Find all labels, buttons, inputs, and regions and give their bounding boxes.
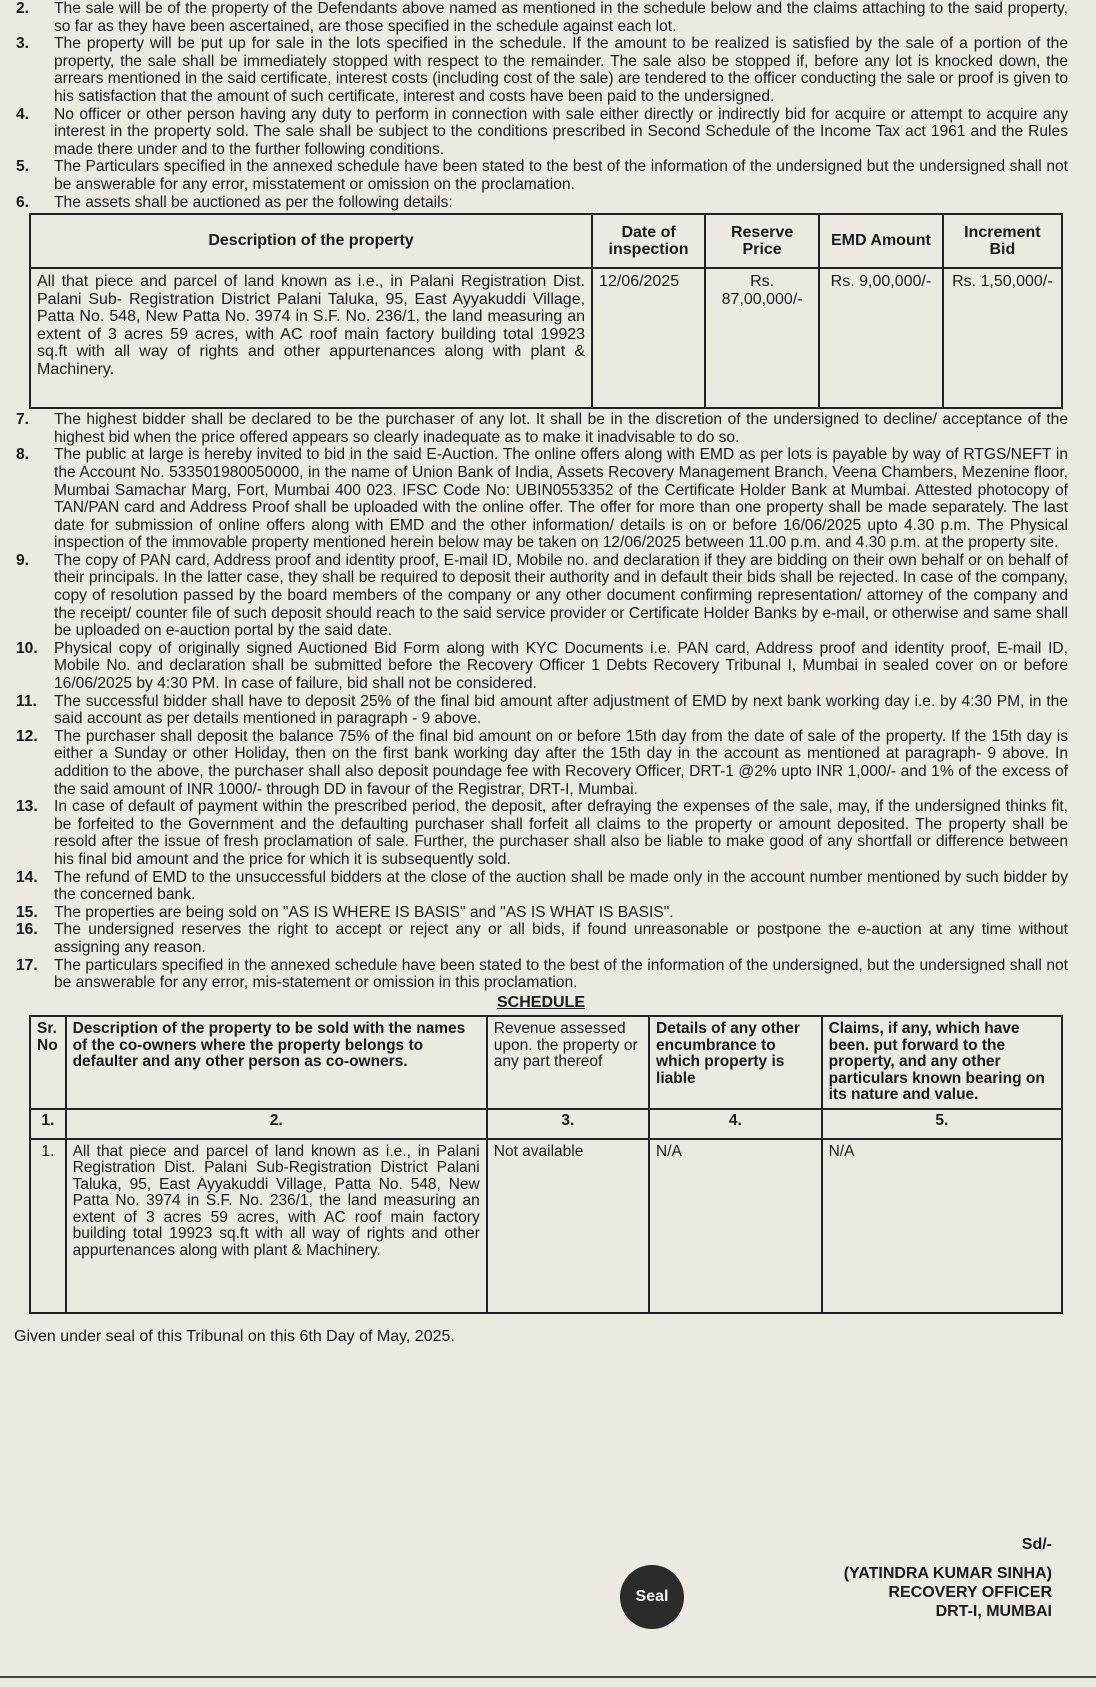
- schedule-description: All that piece and parcel of land known as i.e., in Palani Registration Dist. Palani Sub-Registration District Palani Taluka, 95, East Ayyakuddi Village, Patta No. 548, New Patta No. 3974 in S.F. No. 236/1, the land measuring an extent of 3 acres 59 acres, with AC roof main factory building total 19923 sq.ft with all way of rights and other appurtenances along with plant & Machinery.: [66, 1139, 487, 1313]
- clause-14: 14. The refund of EMD to the unsuccessful bidders at the close of the auction shall be made only in the account number mentioned by such bidder by the concerned bank.: [16, 868, 1068, 904]
- schedule-table: [29, 1015, 1063, 1314]
- schedule-header-row: [30, 1016, 1062, 1109]
- clause-4: 4. No officer or other person having any duty to perform in connection with sale either directly or indirectly bid for acquire or attempt to acquire any interest in the property sold. The sale shall be subject to the conditions prescribed in Second Schedule of the Income Tax act 1961 and the Rules made there under and to the further following conditions.: [16, 105, 1068, 158]
- clause-3: 3. The property will be put up for sale in the lots specified in the schedule. If the amount to be realized is satisfied by the sale of a portion of the property, the sale shall be immediately stopped with respect to the remainder. The sale also be stopped if, before any lot is knocked down, the arrears mentioned in the said certificate, interest costs (including cost of the sale) are tendered to the officer conducting the sale or proof is given to his satisfaction that the amount of such certificate, interest and costs have been paid to the undersigned.: [16, 35, 1068, 105]
- schedule-index-row: [30, 1109, 1062, 1139]
- header-reserve-price: Reserve Price: [705, 214, 819, 268]
- header-description: Description of the property: [30, 214, 592, 268]
- property-description: All that piece and parcel of land known as i.e., in Palani Registration Dist. Palani Sub- Registration District Palani Taluka, 95, East Ayyakuddi Village, Patta No. 548, New Patta No. 3974 in S.F. No. 236/1, the land measuring an extent of 3 acres 59 acres, with AC roof main factory building total 19923 sq.ft with all way of rights and other appurtenances along with plant & Machinery.: [30, 268, 592, 408]
- auction-header-row: [30, 214, 1062, 268]
- increment-bid: Rs. 1,50,000/-: [943, 268, 1062, 408]
- schedule-title: SCHEDULE: [496, 993, 585, 1011]
- schedule-encumbrance: N/A: [649, 1139, 822, 1313]
- auction-data-row: [30, 268, 1062, 408]
- clause-9: 9. The copy of PAN card, Address proof and identity proof, E-mail ID, Mobile no. and declaration if they are bidding on their own behalf or on behalf of their principals. In the latter case, they shall be required to deposit their authority and in default their bids shall be rejected. In case of the company, copy of resolution passed by the board members of the company or any other document confirming representation/ attorney of the company and the receipt/ counter file of such deposit should reach to the said service provider or Certificate Holder Banks by e-mail, or otherwise and same shall be uploaded on e-auction portal by the said date.: [16, 551, 1068, 640]
- clause-7: 7. The highest bidder shall be declared to be the purchaser of any lot. It shall be in the discretion of the undersigned to decline/ acceptance of the highest bid when the price offered appears so clearly inadequate as to make it inadvisable to do so.: [16, 411, 1068, 446]
- given-under-seal: Given under seal of this Tribunal on this 6th Day of May, 2025.: [14, 1327, 455, 1345]
- signatory-designation: RECOVERY OFFICER: [888, 1584, 1052, 1601]
- schedule-index-4: 4.: [649, 1109, 822, 1139]
- schedule-data-row: [30, 1139, 1062, 1313]
- signatory-office: DRT-I, MUMBAI: [935, 1603, 1052, 1620]
- signatory-name: (YATINDRA KUMAR SINHA): [843, 1565, 1052, 1582]
- auction-details-table: [29, 213, 1063, 409]
- inspection-date: 12/06/2025: [592, 268, 705, 408]
- clause-10: 10. Physical copy of originally signed Auctioned Bid Form along with KYC Documents i.e. PAN card, Address proof and identity proof, E-mail ID, Mobile No. and declaration shall be submitted before the Recovery Officer 1 Debts Recovery Tribunal I, Mumbai in sealed cover on or before 16/06/2025 by 4:30 PM. In case of failure, bid shall not be considered.: [16, 639, 1068, 693]
- clause-6: 6. The assets shall be auctioned as per the following details:: [16, 193, 453, 211]
- schedule-header-description: Description of the property to be sold with the names of the co-owners where the property belongs to defaulter and any other person as co-owners.: [66, 1016, 487, 1109]
- clause-5: 5. The Particulars specified in the annexed schedule have been stated to the best of the information of the undersigned but the undersigned shall not be answerable for any error, misstatement or omission on the proclamation.: [16, 158, 1068, 193]
- clauses-bottom: [14, 411, 1068, 992]
- clause-8: 8. The public at large is hereby invited to bid in the said E-Auction. The online offers along with EMD as per lots is payable by way of RTGS/NEFT in the Account No. 533501980050000, in the name of Union Bank of India, Assets Recovery Management Branch, Veena Chambers, Mezenine floor, Mumbai Samachar Marg, Fort, Mumbai 400 023. IFSC Code No: UBIN0553352 of the Certificate Holder Bank at Mumbai. Attested photocopy of TAN/PAN card and Address Proof shall be uploaded with the online offer. The offer for more than one property shall be made separately. The last date for submission of online offers along with EMD and the other information/ details is on or before 16/06/2025 upto 4.30 p.m. The Physical inspection of the immovable property mentioned herein below may be taken on 12/06/2025 between 11.00 p.m. and 4.30 p.m. at the property site.: [16, 446, 1068, 552]
- schedule-header-encumbrance: Details of any other encumbrance to which property is liable: [649, 1016, 822, 1109]
- clause-2: 2. The sale will be of the property of the Defendants above named as mentioned in the schedule below and the claims attaching to the said property, so far as they have been ascertained, are those specified in the schedule against each lot.: [16, 0, 1068, 35]
- clause-16: 16. The undersigned reserves the right to accept or reject any or all bids, if found unreasonable or postpone the e-auction at any time without assigning any reason.: [16, 921, 1068, 956]
- schedule-index-5: 5.: [822, 1109, 1062, 1139]
- schedule-header-revenue: Revenue assessed upon. the property or any part thereof: [487, 1016, 649, 1109]
- header-increment-bid: Increment Bid: [943, 214, 1062, 268]
- schedule-index-2: 2.: [66, 1109, 487, 1139]
- clauses-top: [14, 0, 1068, 211]
- schedule-sr: 1.: [30, 1139, 66, 1313]
- schedule-claims: N/A: [822, 1139, 1062, 1313]
- header-inspection-date: Date of inspection: [592, 214, 705, 268]
- reserve-price: Rs. 87,00,000/-: [705, 268, 819, 408]
- seal-stamp: Seal: [620, 1565, 684, 1629]
- clause-12: 12. The purchaser shall deposit the balance 75% of the final bid amount on or before 15th day from the date of sale of the property. If the 15th day is either a Sunday or other Holiday, then on the first bank working day after the 15th day in the account as mentioned at paragraph- 9 above. In addition to the above, the purchaser shall also deposit poundage fee with Recovery Officer, DRT-1 @2% upto INR 1,000/- and 1% of the excess of the said amount of INR 1000/- through DD in favour of the Registrar, DRT-I, Mumbai.: [16, 727, 1068, 798]
- header-emd-amount: EMD Amount: [819, 214, 943, 268]
- clause-13: 13. In case of default of payment within the prescribed period, the deposit, after defraying the expenses of the sale, may, if the undersigned thinks fit, be forfeited to the Government and the defaulting purchaser shall forfeit all claims to the property or amount deposited. The property shall be resold after the issue of fresh proclamation of sale. Further, the purchaser shall also be liable to make good of any shortfall or difference between his final bid amount and the price for which it is subsequently sold.: [16, 798, 1068, 868]
- emd-amount: Rs. 9,00,000/-: [819, 268, 943, 408]
- clause-15: 15. The properties are being sold on "AS IS WHERE IS BASIS" and "AS IS WHAT IS BASIS".: [16, 903, 674, 921]
- schedule-revenue: Not available: [487, 1139, 649, 1313]
- bottom-rule: [0, 1676, 1096, 1678]
- schedule-index-3: 3.: [487, 1109, 649, 1139]
- schedule-header-claims: Claims, if any, which have been. put forward to the property, and any other particulars known bearing on its nature and value.: [822, 1016, 1062, 1109]
- clause-11: 11. The successful bidder shall have to deposit 25% of the final bid amount after adjustment of EMD by next bank working day i.e. by 4:30 PM, in the said account as per details mentioned in paragraph - 9 above.: [16, 692, 1068, 728]
- clause-17: 17. The particulars specified in the annexed schedule have been stated to the best of the information of the undersigned, but the undersigned shall not be answerable for any error, mis-statement or omission in this proclamation.: [16, 956, 1068, 992]
- signature-block: [844, 1535, 1052, 1621]
- schedule-index-1: 1.: [30, 1109, 66, 1139]
- signature-sd: Sd/-: [1021, 1536, 1052, 1553]
- schedule-header-sr: Sr. No: [30, 1016, 66, 1109]
